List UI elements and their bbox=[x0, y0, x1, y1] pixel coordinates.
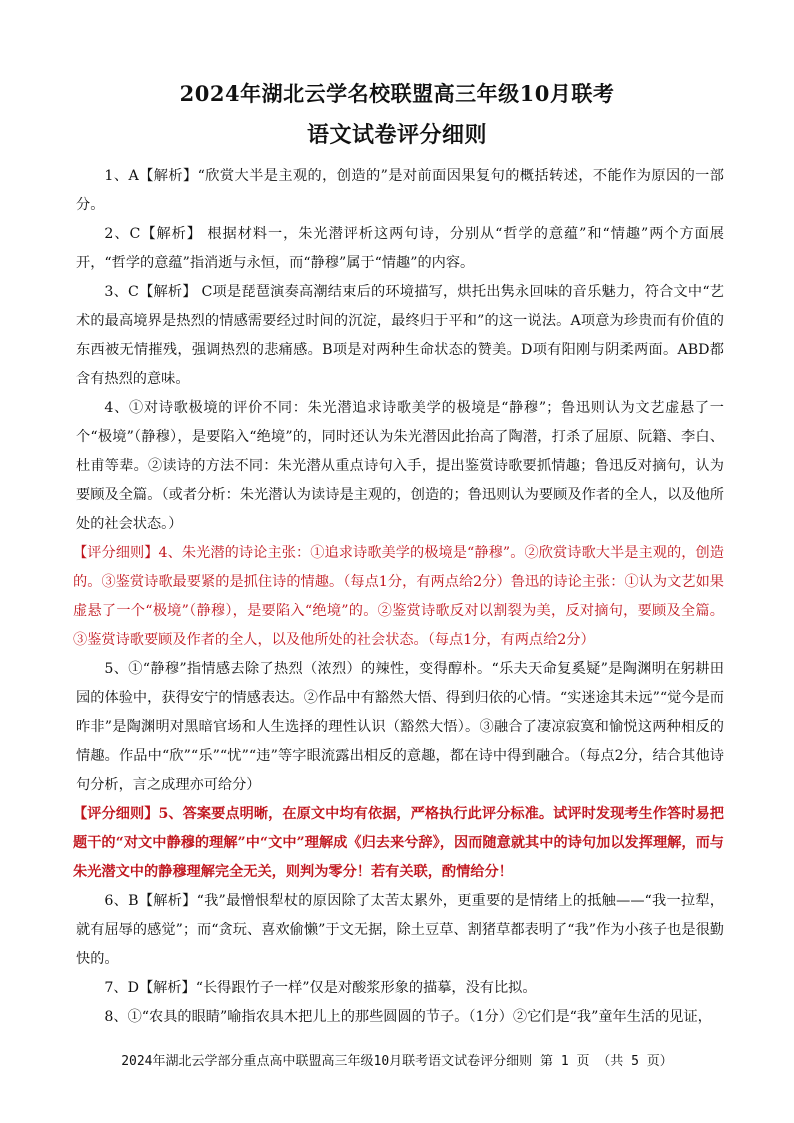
answer-q7: 7、D【解析】“长得跟竹子一样”仅是对酸浆形象的描摹，没有比拟。 bbox=[104, 980, 537, 996]
answer-q5: 5、①“静穆”指情感去除了热烈（浓烈）的辣性，变得醇朴。“乐夫天命复奚疑”是陶渊明在躬耕田园的体验中，获得安宁的情感表达。②作品中有豁然大悟、得到归依的心情。“实迷途其未远”“觉今是而昨非”是陶渊明对黑暗官场和人生选择的理性认识（豁然大悟）。③融合了凄凉寂寞和愉悦这两种相反的情趣。作品中“欣”“乐”“忧”“违”等字眼流露出相反的意趣，都在诗中得到融合。（每点2分，结合其他诗句分析，言之成理亦可给分） bbox=[76, 661, 724, 793]
document-subtitle: 语文试卷评分细则 bbox=[306, 122, 487, 148]
rubric-block-q4 bbox=[73, 539, 724, 655]
answer-q8: 8、①“农具的眼睛”喻指农具木把儿上的那些圆圆的节子。（1分）②它们是“我”童年生活的见证， bbox=[104, 1009, 712, 1025]
answer-q1: 1、A【解析】“欣赏大半是主观的，创造的”是对前面因果复句的概括转述，不能作为原因的一部分。 bbox=[76, 168, 724, 213]
answer-q6: 6、B【解析】“我”最憎恨犁杖的原因除了太苦太累外，更重要的是情绪上的抵触——“我一拉犁，就有屈辱的感觉”；而“贪玩、喜欢偷懒”于文无据，除土豆草、割猪草都表明了“我”作为小孩子也是很勤快的。 bbox=[76, 893, 724, 967]
document-title: 2024年湖北云学名校联盟高三年级10月联考 bbox=[179, 81, 615, 106]
document-body bbox=[73, 162, 724, 1032]
rubric-block-q5 bbox=[73, 800, 724, 887]
answer-q3: 3、C【解析】 C项是琵琶演奏高潮结束后的环境描写，烘托出隽永回味的音乐魅力，符合文中“艺术的最高境界是热烈的情感需要经过时间的沉淀，最终归于平和”的这一说法。A项意为珍贵而有价值的东西被无情摧残，强调热烈的悲痛感。B项是对两种生命状态的赞美。D项有阳刚与阴柔两面。ABD都含有热烈的意味。 bbox=[76, 284, 724, 387]
answer-q4: 4、①对诗歌极境的评价不同：朱光潜追求诗歌美学的极境是“静穆”；鲁迅则认为文艺虚悬了一个“极境”（静穆），是要陷入“绝境”的，同时还认为朱光潜因此抬高了陶潜，打杀了屈原、阮籍、李白、杜甫等辈。②读诗的方法不同：朱光潜从重点诗句入手，提出鉴赏诗歌要抓情趣；鲁迅反对摘句，认为要顾及全篇。（或者分析：朱光潜认为读诗是主观的，创造的；鲁迅则认为要顾及作者的全人，以及他所处的社会状态。） bbox=[76, 400, 724, 532]
rubric-q5: 【评分细则】5、答案要点明晰，在原文中均有依据，严格执行此评分标准。试评时发现考生作答时易把题干的“对文中静穆的理解”中“文中”理解成《归去来兮辞》，因而随意就其中的诗句加以发挥理解，而与朱光潜文中的静穆理解完全无关，则判为零分！若有关联，酌情给分！ bbox=[73, 806, 724, 880]
page-footer: 2024年湖北云学部分重点高中联盟高三年级10月联考语文试卷评分细则 第 1 页 （共 5 页） bbox=[121, 1054, 673, 1069]
rubric-q4: 【评分细则】4、朱光潜的诗论主张：①追求诗歌美学的极境是“静穆”。②欣赏诗歌大半是主观的，创造的。③鉴赏诗歌最要紧的是抓住诗的情趣。（每点1分，有两点给2分）鲁迅的诗论主张：①认为文艺如果虚悬了一个“极境”（静穆），是要陷入“绝境”的。②鉴赏诗歌反对以割裂为美，反对摘句，要顾及全篇。③鉴赏诗歌要顾及作者的全人，以及他所处的社会状态。（每点1分，有两点给2分） bbox=[73, 545, 724, 648]
answer-q2: 2、C【解析】 根据材料一，朱光潜评析这两句诗，分别从“哲学的意蕴”和“情趣”两个方面展开，“哲学的意蕴”指消逝与永恒，而“静穆”属于“情趣”的内容。 bbox=[76, 226, 724, 271]
